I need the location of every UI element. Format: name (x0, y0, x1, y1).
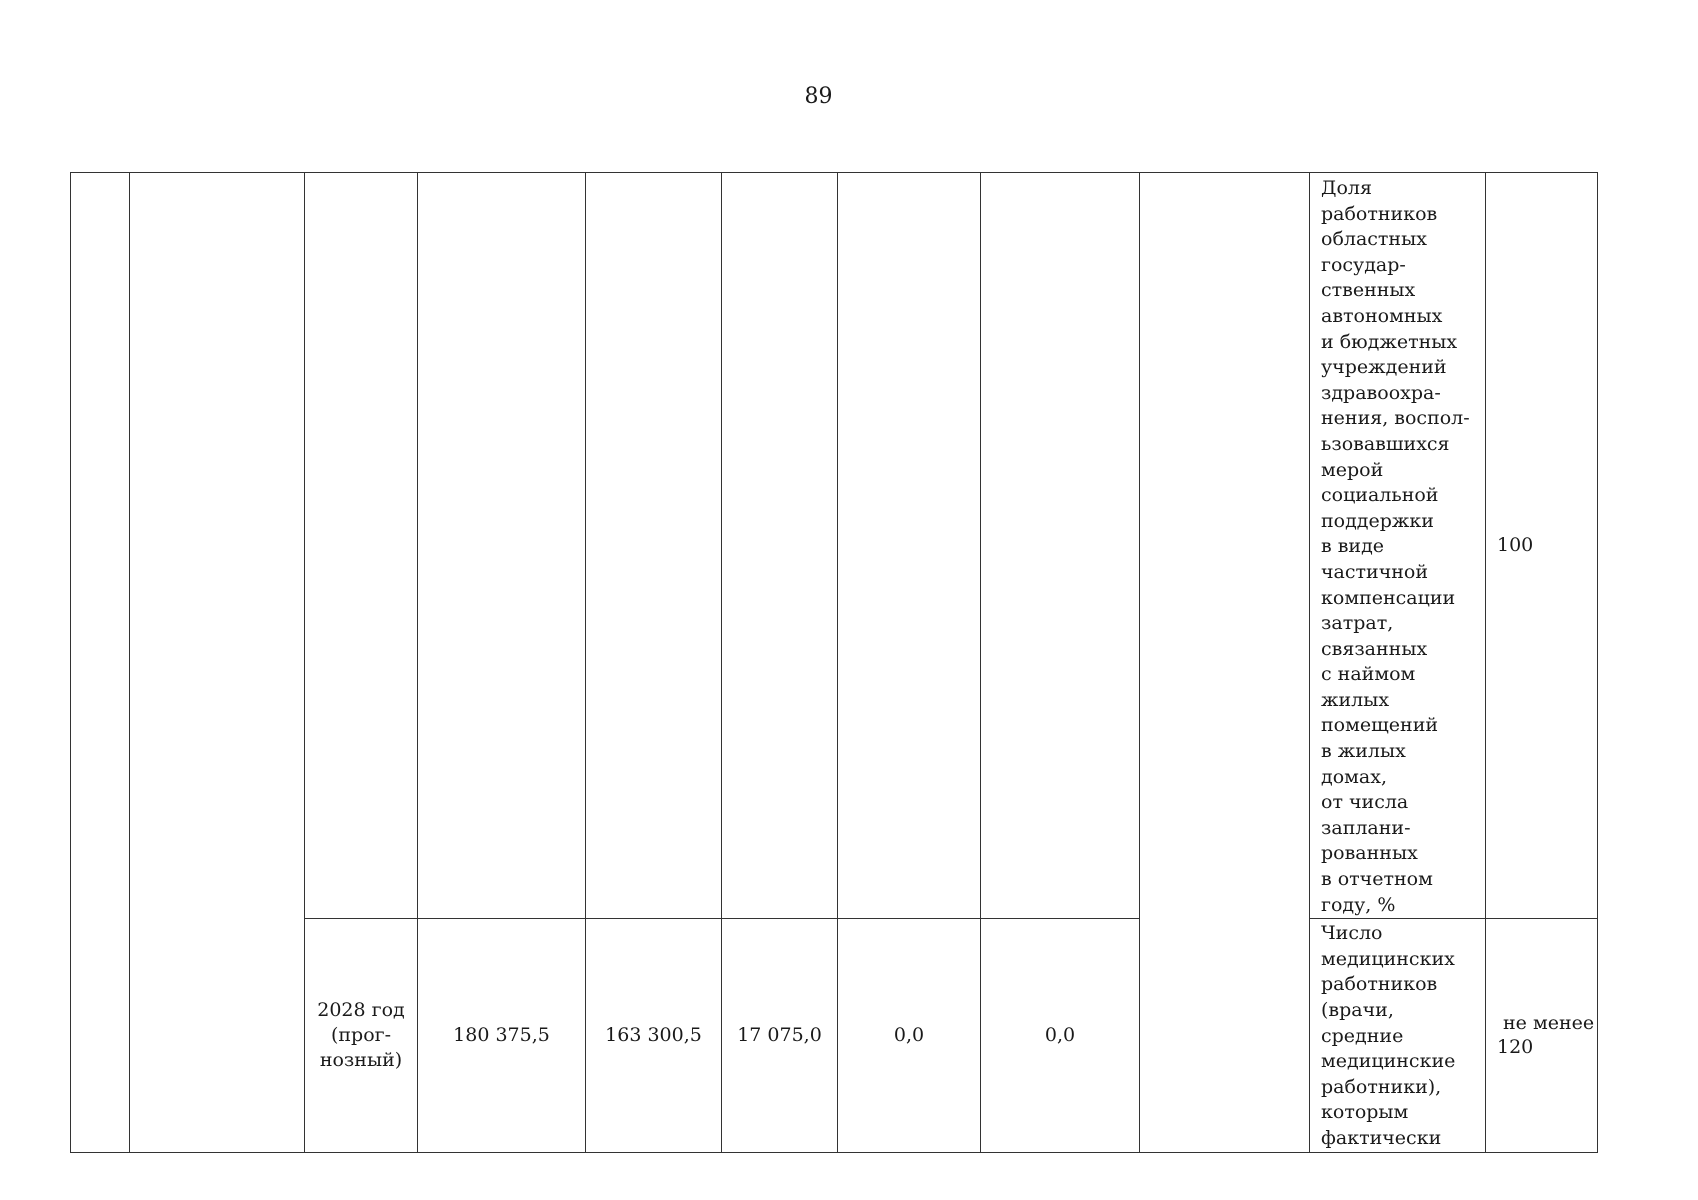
page-number: 89 (804, 84, 833, 109)
total-cell (418, 919, 586, 1152)
local-budget-cell (838, 919, 981, 1152)
federal-budget-cell (722, 919, 838, 1152)
total-cell (418, 173, 586, 919)
name-cell (130, 173, 305, 1153)
local-budget-value: 0,0 (893, 1024, 925, 1047)
period-cell (305, 919, 418, 1152)
indicator-name: Число медицинских работников (врачи, средние медицинские работники), которым фактически (1321, 922, 1456, 1149)
indicator-cell (1310, 919, 1486, 1152)
target-value: 120 (1497, 1036, 1534, 1059)
budget-table (70, 172, 1598, 1153)
regional-budget-cell (586, 919, 722, 1152)
other-sources-cell (981, 173, 1140, 919)
regional-budget-cell (586, 173, 722, 919)
target-value-cell (1486, 173, 1598, 919)
other-sources-value: 0,0 (1044, 1024, 1076, 1047)
indicator-cell (1310, 173, 1486, 919)
period-cell (305, 173, 418, 919)
target-value: 100 (1497, 534, 1534, 557)
period-label: 2028 год (прог- нозный) (317, 999, 405, 1071)
federal-budget-cell (722, 173, 838, 919)
number-cell (71, 173, 130, 1153)
local-budget-cell (838, 173, 981, 919)
federal-budget-value: 17 075,0 (737, 1024, 822, 1047)
table-row (71, 173, 1598, 919)
target-value-cell (1486, 919, 1598, 1152)
total-value: 180 375,5 (453, 1024, 550, 1047)
indicator-name: Доля работников областных государ- ственных автономных и бюджетных учреждений здравоохра- нения, воспол- ьзовавшихся мерой социальной поддержки в виде частичной компенсации затрат, связанных с наймом жилых помещений в жилых домах, от числа заплани- рованных в отчетном году, % (1321, 177, 1470, 916)
executor-cell (1140, 173, 1310, 1153)
other-sources-cell (981, 919, 1140, 1152)
target-value-prefix: не менее (1503, 1012, 1595, 1035)
regional-budget-value: 163 300,5 (605, 1024, 702, 1047)
